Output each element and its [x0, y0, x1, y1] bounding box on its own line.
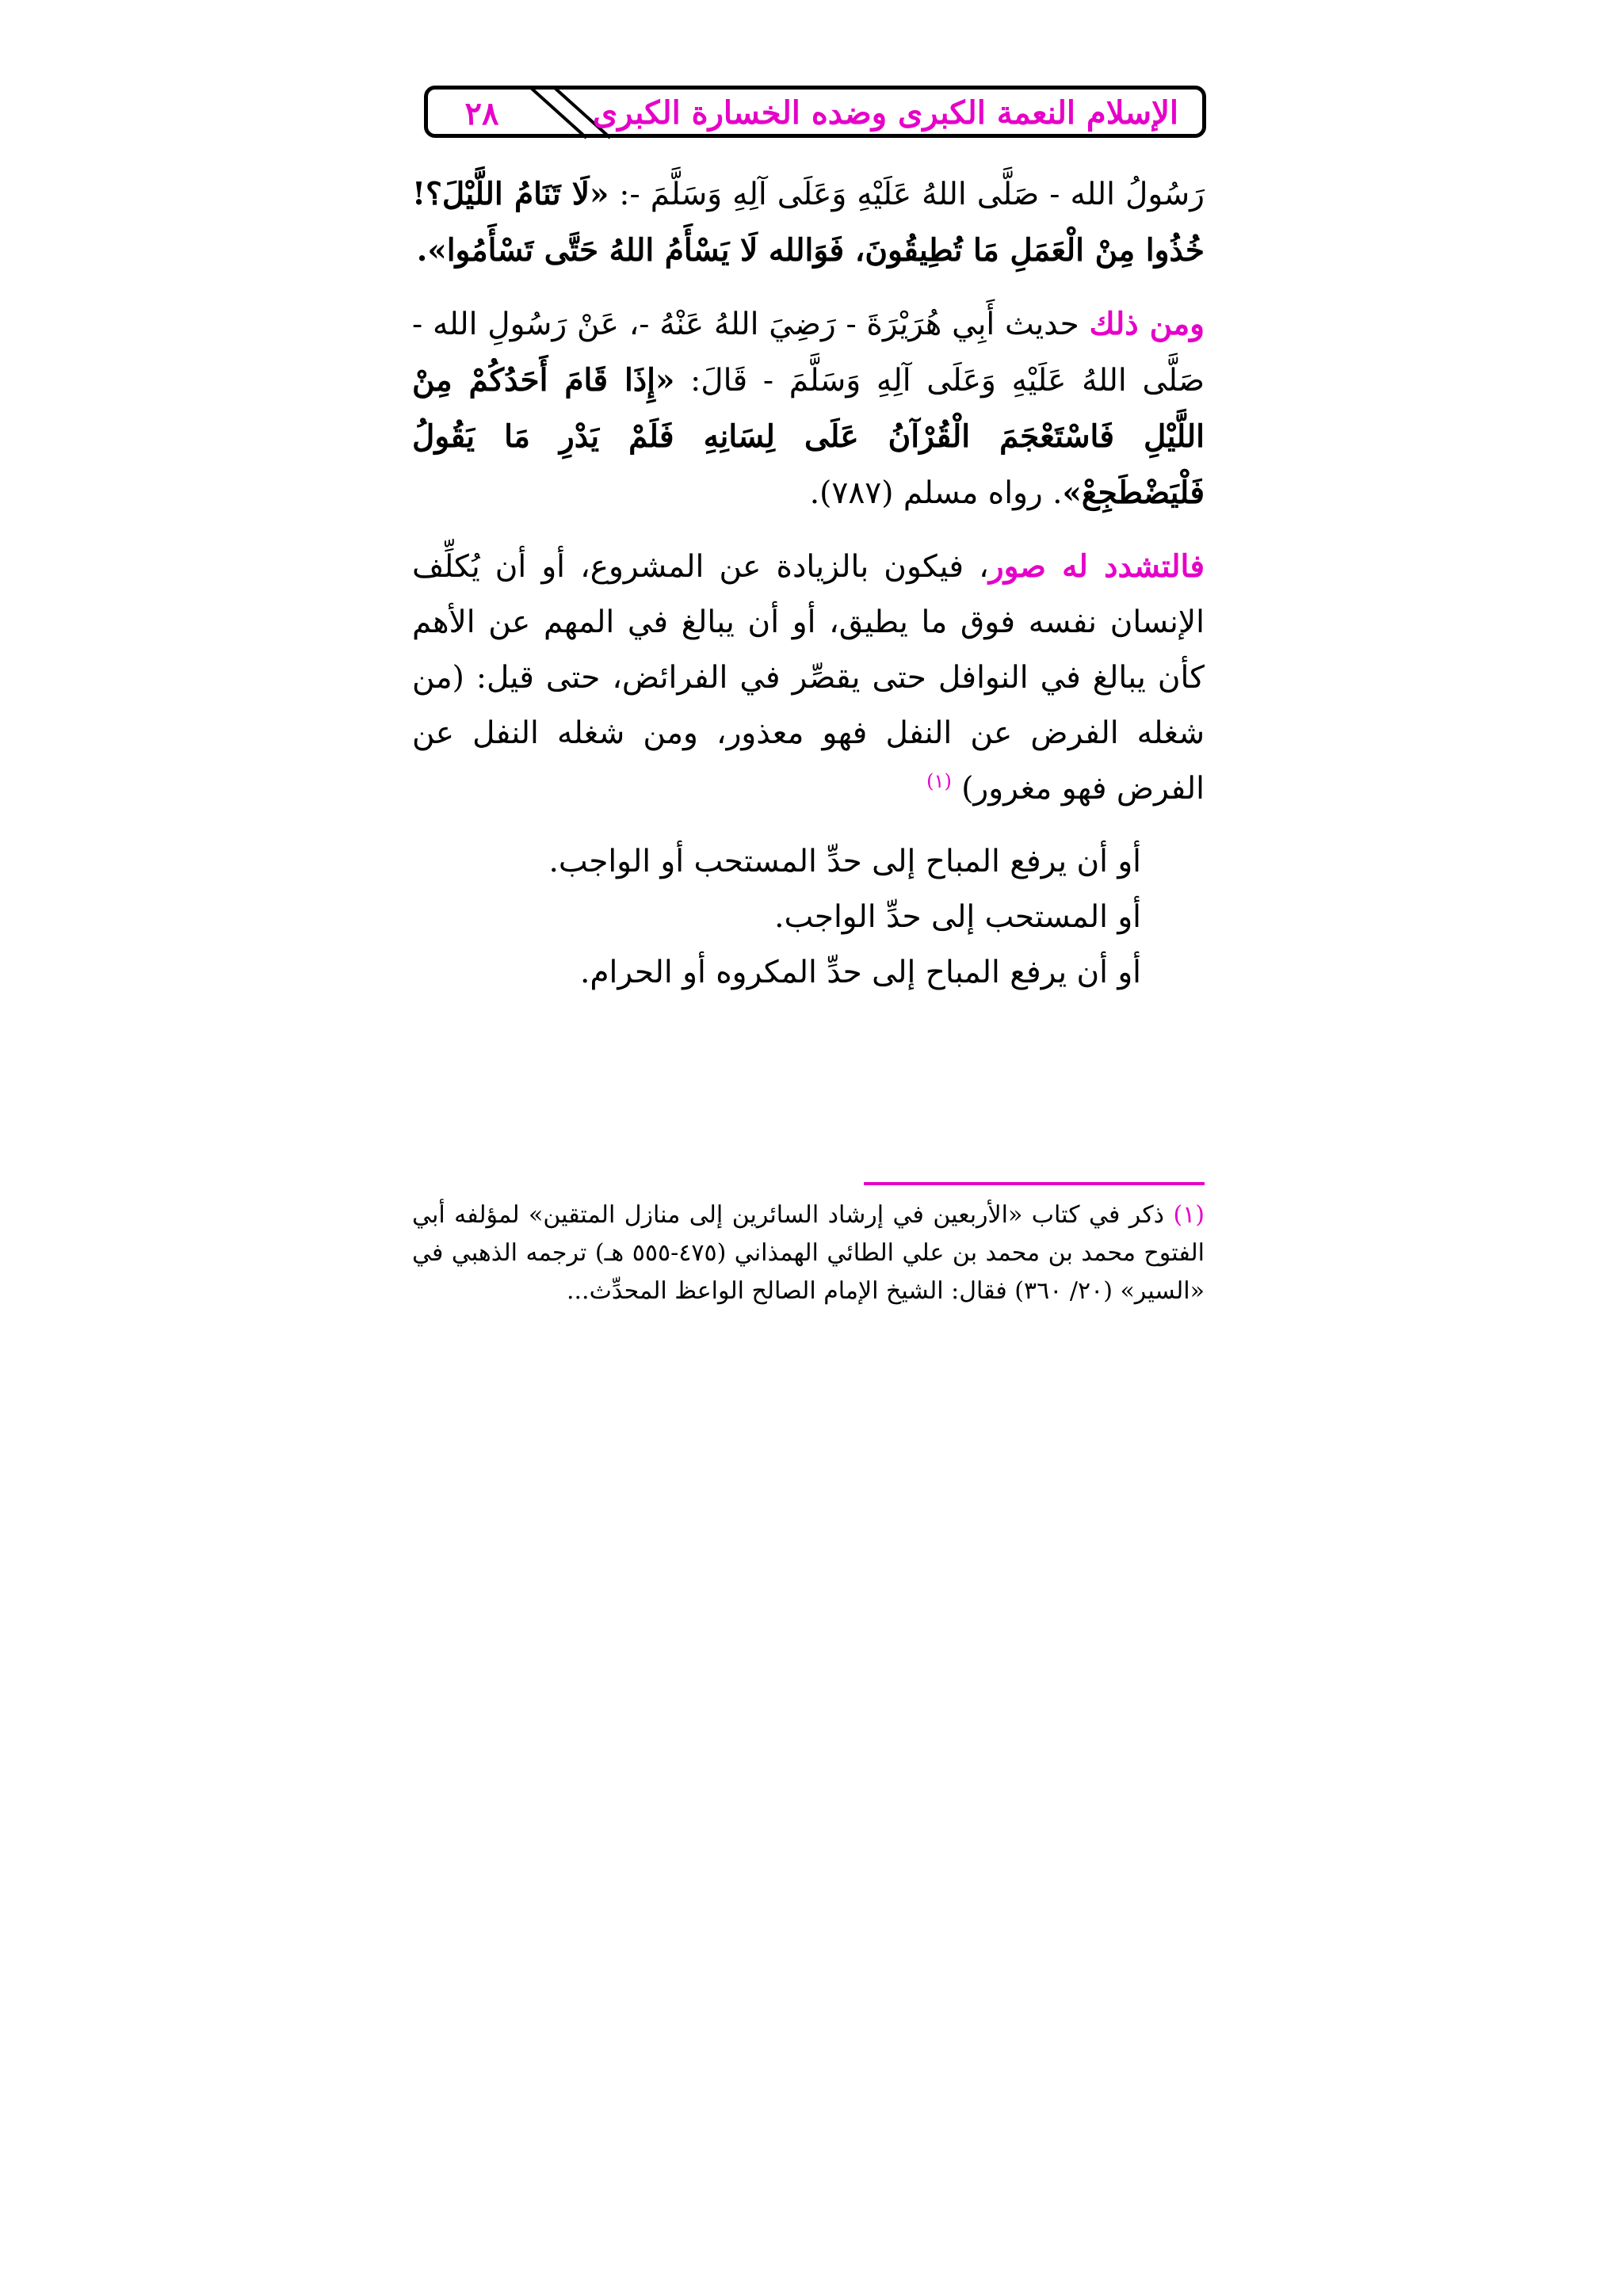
footnote	[412, 1196, 1205, 1310]
list-item: أو المستحب إلى حدِّ الواجب.	[774, 899, 1141, 935]
footnote-separator	[864, 1182, 1205, 1185]
paragraph-2	[412, 296, 1205, 521]
running-header	[424, 86, 1206, 138]
main-text	[412, 166, 1205, 1001]
footnote-number: (١)	[1173, 1201, 1205, 1229]
footnote-text: ذكر في كتاب «الأربعين في إرشاد السائرين إلى منازل المتقين» لمؤلفه أبي الفتوح محمد بن محمد بن علي الطائي الهمذاني (٤٧٥-٥٥٥ هـ) ترجمه الذهبي في «السير» (٢٠/ ٣٦٠) فقال: الشيخ الإمام الصالح الواعظ المحدِّث...	[412, 1201, 1205, 1305]
paragraph-3	[412, 539, 1205, 817]
paragraph-1-hadith: «لَا تَنَامُ اللَّيْلَ؟! خُذُوا مِنْ الْعَمَلِ مَا تُطِيقُونَ، فَوَالله لَا يَسْأَمُ اللهُ حَتَّى تَسْأَمُوا».	[412, 176, 1205, 269]
paragraph-2-tail: . رواه مسلم (٧٨٧).	[809, 475, 1063, 511]
header-title: الإسلام النعمة الكبرى وضده الخسارة الكبرى	[592, 94, 1178, 132]
forms-list	[412, 834, 1141, 1001]
paragraph-2-text: حديث أَبِي هُرَيْرَةَ - رَضِيَ اللهُ عَنْهُ -، عَنْ رَسُولِ الله - صَلَّى اللهُ عَلَيْهِ وَعَلَى آلِهِ وَسَلَّمَ - قَالَ:	[412, 307, 1205, 399]
page-number: ٢٨	[464, 95, 499, 132]
paragraph-1	[412, 166, 1205, 279]
paragraph-3-lead: فالتشدد له صور	[988, 548, 1205, 585]
paragraph-1-text: رَسُولُ الله - صَلَّى اللهُ عَلَيْهِ وَعَلَى آلِهِ وَسَلَّمَ -:	[609, 177, 1205, 212]
paragraph-2-lead: ومن ذلك	[1089, 306, 1205, 342]
paragraph-2-hadith: «إِذَا قَامَ أَحَدُكُمْ مِنْ اللَّيْلِ فَاسْتَعْجَمَ الْقُرْآنُ عَلَى لِسَانِهِ فَلَمْ يَدْرِ مَا يَقُولُ فَلْيَضْطَجِعْ»	[412, 362, 1205, 511]
footnote-reference[interactable]: (١)	[926, 770, 952, 792]
paragraph-3-text: ، فيكون بالزيادة عن المشروع، أو أن يُكلِّف الإنسان نفسه فوق ما يطيق، أو أن يبالغ في المهم عن الأهم كأن يبالغ في النوافل حتى يقصِّر في الفرائض، حتى قيل: (من شغله الفرض عن النفل فهو معذور، ومن شغله النفل عن الفرض فهو مغرور)	[412, 549, 1205, 807]
list-item: أو أن يرفع المباح إلى حدِّ المكروه أو الحرام.	[579, 955, 1141, 990]
list-item: أو أن يرفع المباح إلى حدِّ المستحب أو الواجب.	[548, 844, 1141, 879]
